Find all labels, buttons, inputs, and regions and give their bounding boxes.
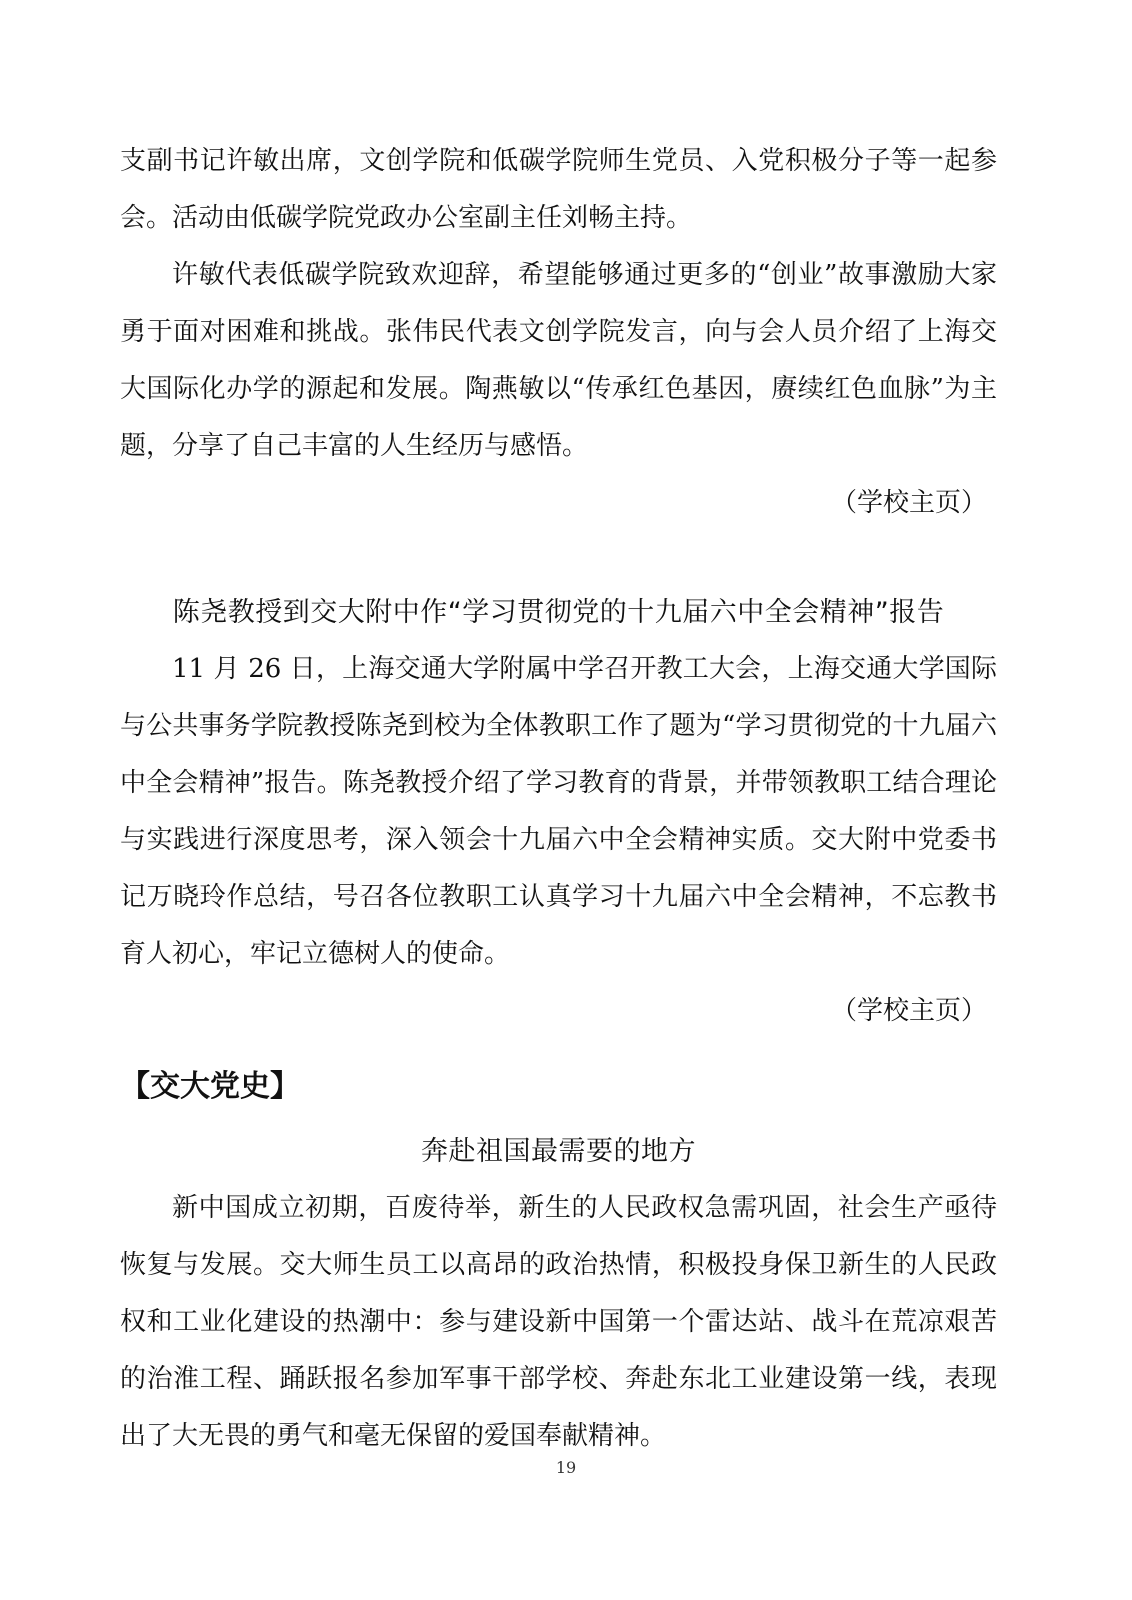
document-page — [120, 133, 997, 1465]
article3-paragraph-1: 新中国成立初期，百废待举，新生的人民政权急需巩固，社会生产亟待恢复与发展。交大师生员工以高昂的政治热情，积极投身保卫新生的人民政权和工业化建设的热潮中：参与建设新中国第一个雷达站、战斗在荒凉艰苦的治淮工程、踊跃报名参加军事干部学校、奔赴东北工业建设第一线，表现出了大无畏的勇气和毫无保留的爱国奉献精神。 — [120, 1193, 997, 1451]
article2-title: 陈尧教授到交大附中作“学习贯彻党的十九届六中全会精神”报告 — [172, 597, 945, 628]
article2-source: （学校主页） — [830, 996, 987, 1026]
article1-source: （学校主页） — [830, 488, 987, 518]
section-heading: 【交大党史】 — [120, 1069, 300, 1104]
article1-paragraph-1: 支副书记许敏出席，文创学院和低碳学院师生党员、入党积极分子等一起参会。活动由低碳学院党政办公室副主任刘畅主持。 — [120, 146, 997, 233]
article1-paragraph-2: 许敏代表低碳学院致欢迎辞，希望能够通过更多的“创业”故事激励大家勇于面对困难和挑战。张伟民代表文创学院发言，向与会人员介绍了上海交大国际化办学的源起和发展。陶燕敏以“传承红色基因，赓续红色血脉”为主题，分享了自己丰富的人生经历与感悟。 — [120, 260, 997, 461]
article2-paragraph-1: 11 月 26 日，上海交通大学附属中学召开教工大会，上海交通大学国际与公共事务学院教授陈尧到校为全体教职工作了题为“学习贯彻党的十九届六中全会精神”报告。陈尧教授介绍了学习教育的背景，并带领教职工结合理论与实践进行深度思考，深入领会十九届六中全会精神实质。交大附中党委书记万晓玲作总结，号召各位教职工认真学习十九届六中全会精神，不忘教书育人初心，牢记立德树人的使命。 — [120, 654, 997, 969]
article3-title: 奔赴祖国最需要的地方 — [421, 1136, 696, 1167]
page-number: 19 — [555, 1458, 577, 1477]
